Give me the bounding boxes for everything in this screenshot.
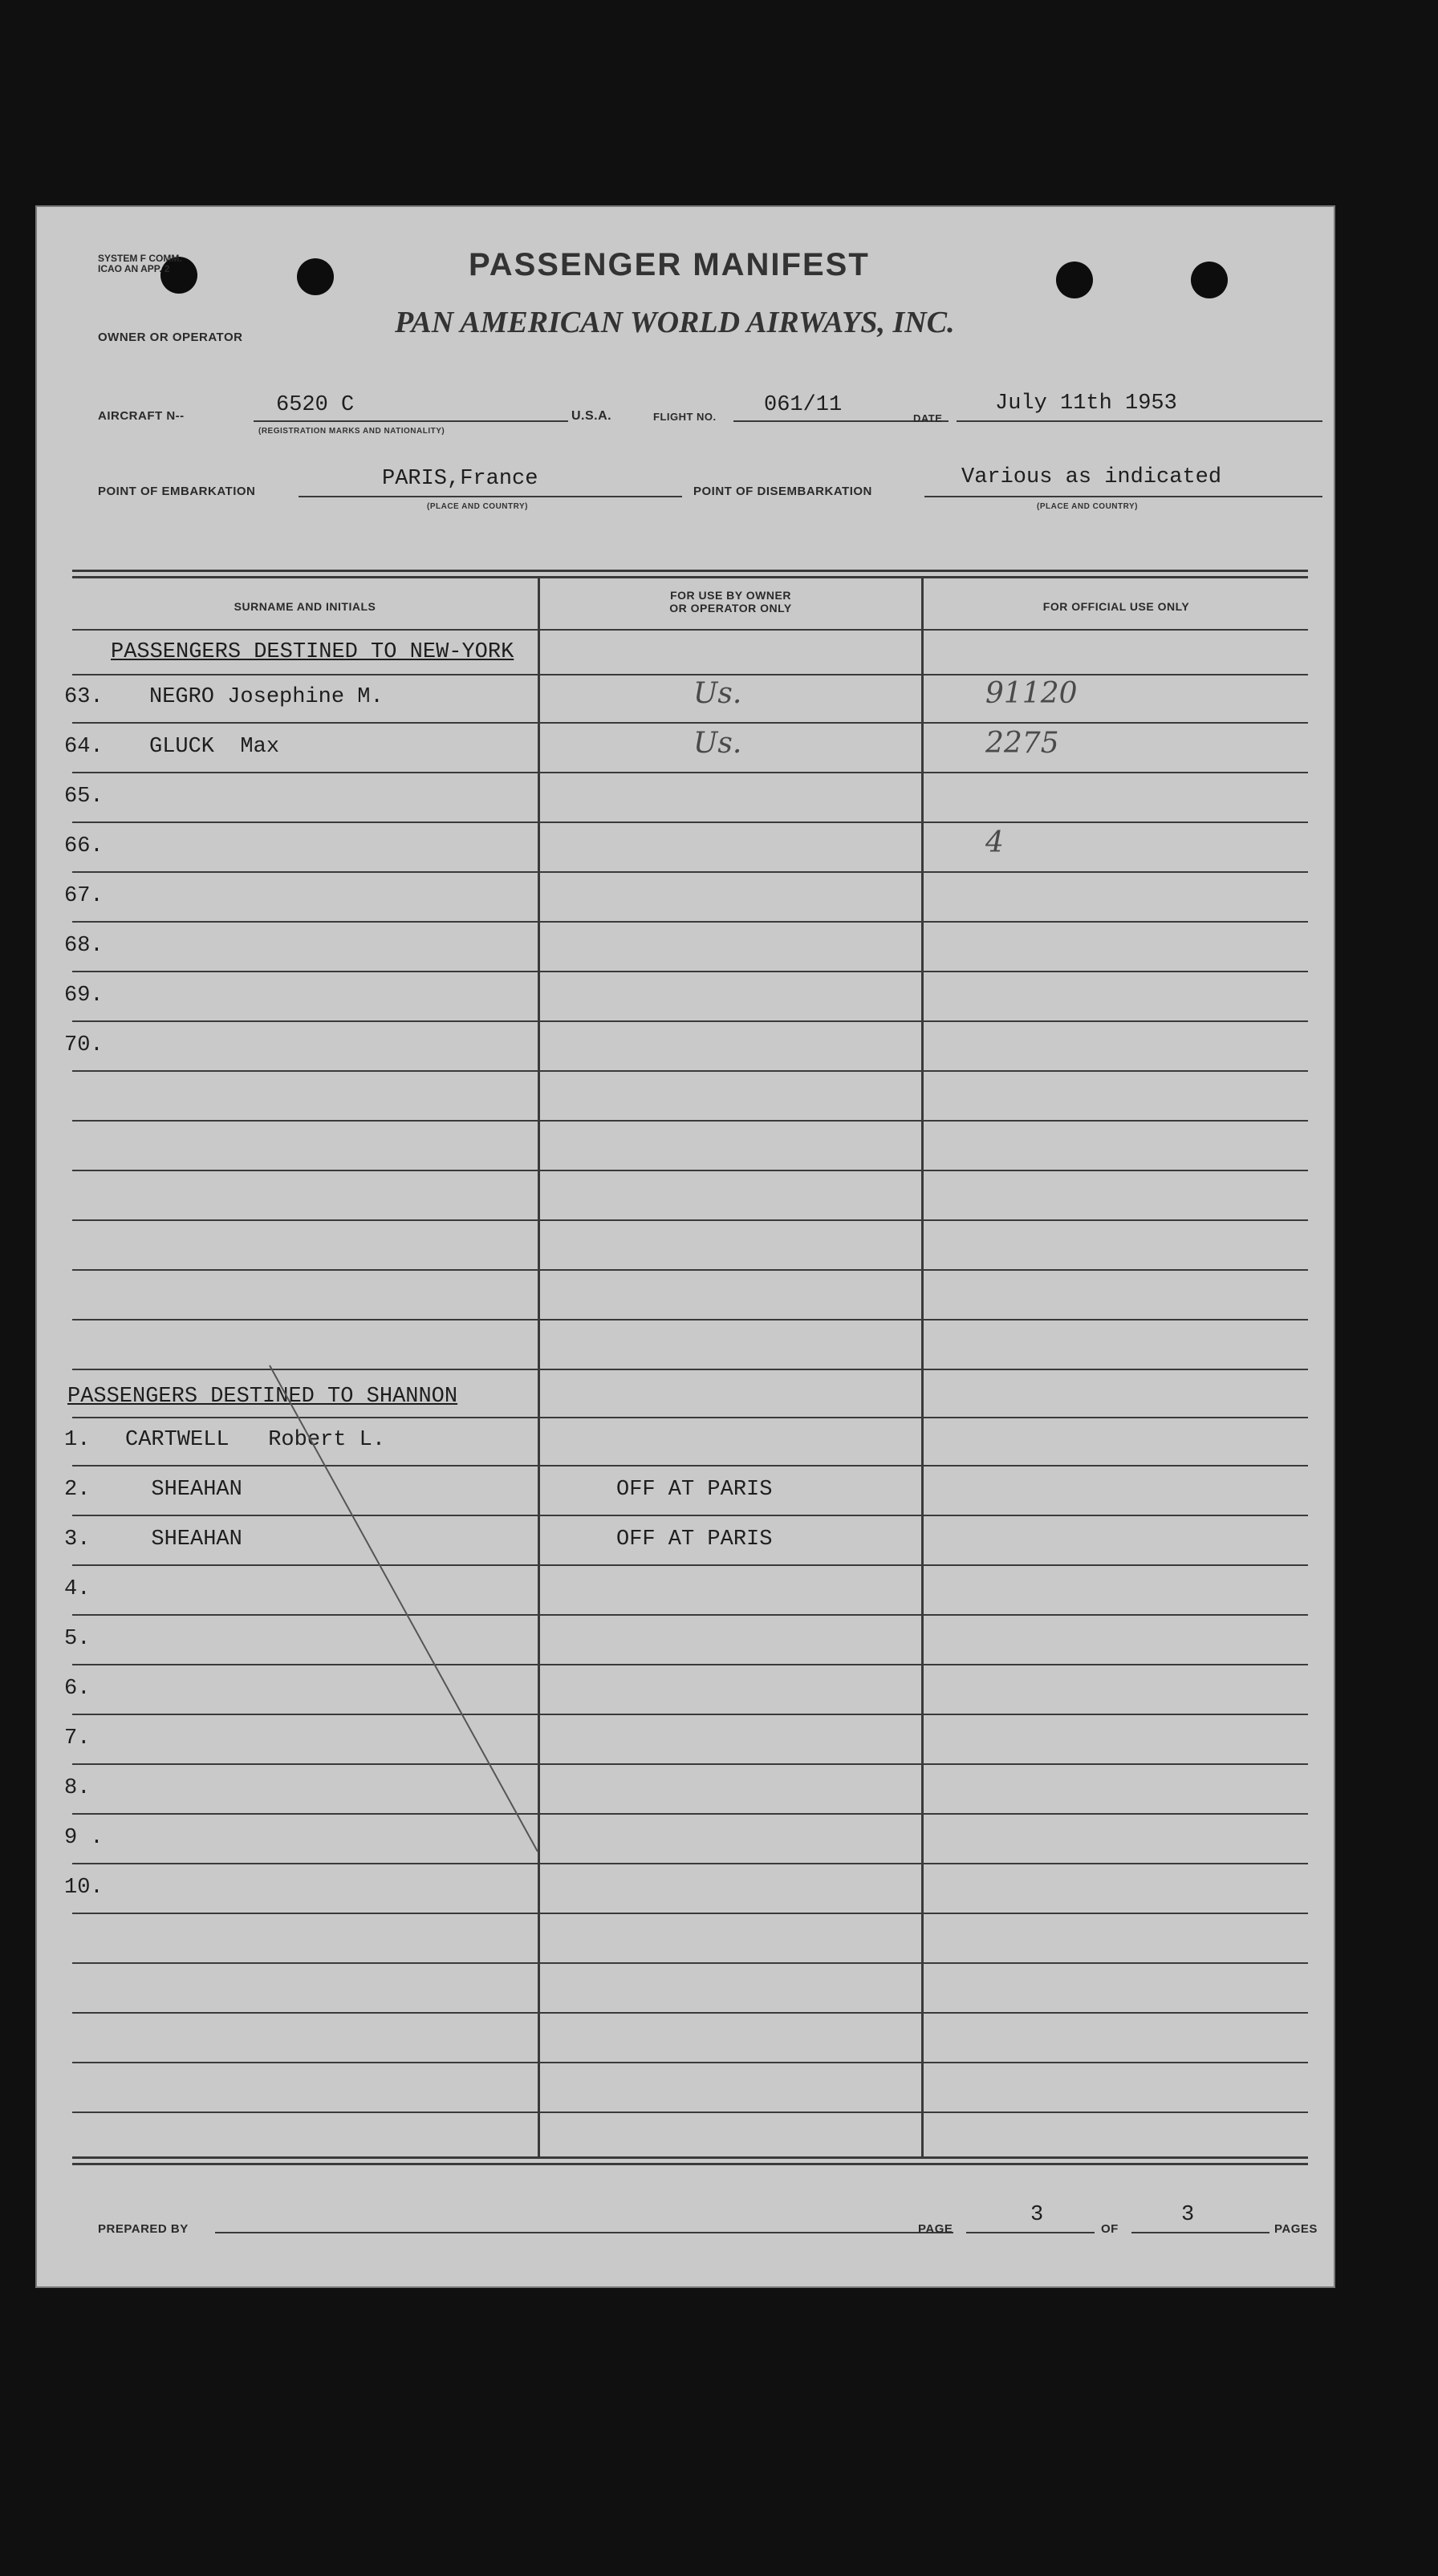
aircraft-value: 6520 C	[276, 393, 355, 417]
row-number: 70.	[64, 1033, 104, 1057]
row-number: 9 .	[64, 1826, 104, 1850]
row-number: 69.	[64, 984, 104, 1008]
flight-value: 061/11	[764, 393, 843, 417]
punch-hole	[297, 258, 334, 295]
row-number: 8.	[64, 1776, 91, 1800]
table-row	[35, 1815, 1335, 1864]
official-note: 91120	[985, 677, 1078, 710]
owner-use-note: OFF AT PARIS	[616, 1527, 773, 1552]
disembarkation-label: POINT OF DISEMBARKATION	[693, 485, 872, 498]
country-label: U.S.A.	[571, 409, 612, 423]
aircraft-sub: (REGISTRATION MARKS AND NATIONALITY)	[258, 427, 445, 436]
date-value: July 11th 1953	[995, 391, 1177, 416]
page-number: 3	[1030, 2203, 1044, 2227]
row-number: 2.	[64, 1478, 91, 1502]
blank-row-line	[72, 2012, 1308, 2014]
form-code-line: ICAO AN APP. 2	[98, 263, 170, 274]
row-number: 67.	[64, 884, 104, 908]
table-row	[35, 1417, 1335, 1466]
table-row	[35, 1765, 1335, 1815]
table-row	[35, 1516, 1335, 1566]
row-number: 10.	[64, 1876, 104, 1900]
table-row	[35, 1864, 1335, 1914]
row-number: 63.	[64, 685, 104, 709]
col-official: FOR OFFICIAL USE ONLY	[1042, 600, 1190, 613]
row-number: 66.	[64, 834, 104, 858]
flight-label: FLIGHT NO.	[653, 411, 717, 423]
passenger-name: CARTWELL Robert L.	[125, 1428, 386, 1452]
row-number: 6.	[64, 1677, 91, 1701]
manifest-sheet	[35, 205, 1335, 2288]
col-surname: SURNAME AND INITIALS	[234, 600, 376, 613]
row-number: 65.	[64, 785, 104, 809]
table-row	[35, 923, 1335, 972]
form-code	[98, 254, 182, 274]
airline-name: PAN AMERICAN WORLD AIRWAYS, INC.	[395, 306, 955, 339]
table-row	[35, 1566, 1335, 1616]
owner-use-note: Us.	[693, 727, 742, 760]
punch-hole	[1191, 262, 1228, 298]
passenger-name: SHEAHAN	[125, 1527, 242, 1552]
blank-row-line	[72, 1269, 1308, 1271]
punch-hole	[1056, 262, 1093, 298]
section-heading-shannon: PASSENGERS DESTINED TO SHANNON	[67, 1385, 458, 1409]
pages-label: PAGES	[1274, 2222, 1318, 2236]
blank-row-line	[72, 1962, 1308, 1964]
table-row	[35, 1715, 1335, 1765]
official-note: 2275	[985, 727, 1059, 760]
blank-row-line	[72, 1170, 1308, 1171]
table-row	[35, 873, 1335, 923]
disembarkation-value: Various as indicated	[961, 465, 1222, 489]
blank-row-line	[72, 1219, 1308, 1221]
row-number: 7.	[64, 1726, 91, 1750]
table-row	[35, 773, 1335, 823]
blank-row-line	[72, 1369, 1308, 1370]
col-owner-use-line: FOR USE BY OWNER	[670, 589, 791, 602]
blank-row-line	[72, 1120, 1308, 1122]
embarkation-value: PARIS,France	[382, 467, 538, 491]
page-title: PASSENGER MANIFEST	[469, 247, 870, 282]
prepared-by-label: PREPARED BY	[98, 2222, 189, 2236]
embarkation-label: POINT OF EMBARKATION	[98, 485, 256, 498]
passenger-name: GLUCK Max	[149, 735, 280, 759]
row-number: 4.	[64, 1577, 91, 1601]
passenger-name: SHEAHAN	[125, 1478, 242, 1502]
official-note: 4	[985, 826, 1004, 859]
form-code-line: SYSTEM F COMM.	[98, 253, 182, 264]
blank-row-line	[72, 1319, 1308, 1320]
page-total: 3	[1181, 2203, 1195, 2227]
row-number: 64.	[64, 735, 104, 759]
date-label: DATE	[913, 412, 943, 424]
table-row	[35, 674, 1335, 724]
embarkation-sub: (PLACE AND COUNTRY)	[427, 502, 528, 511]
blank-row-line	[72, 2112, 1308, 2113]
owner-use-note: OFF AT PARIS	[616, 1478, 773, 1502]
table-row	[35, 972, 1335, 1022]
col-owner-use-line: OR OPERATOR ONLY	[669, 602, 792, 615]
page-label: PAGE	[918, 2222, 953, 2236]
disembarkation-sub: (PLACE AND COUNTRY)	[1037, 502, 1138, 511]
section-heading-newyork: PASSENGERS DESTINED TO NEW-YORK	[111, 640, 514, 664]
passenger-name: NEGRO Josephine M.	[149, 685, 384, 709]
diagonal-pen-mark	[268, 1364, 557, 1861]
aircraft-label: AIRCRAFT N--	[98, 409, 185, 423]
table-row	[35, 724, 1335, 773]
row-number: 68.	[64, 934, 104, 958]
row-number: 5.	[64, 1627, 91, 1651]
table-row	[35, 1616, 1335, 1665]
owner-use-note: Us.	[693, 677, 742, 710]
of-label: OF	[1101, 2222, 1119, 2236]
table-row	[35, 1022, 1335, 1072]
owner-label: OWNER OR OPERATOR	[98, 331, 243, 344]
col-owner-use	[540, 589, 921, 615]
table-row	[35, 823, 1335, 873]
row-number: 3.	[64, 1527, 91, 1552]
table-row	[35, 1665, 1335, 1715]
row-number: 1.	[64, 1428, 91, 1452]
blank-row-line	[72, 2062, 1308, 2063]
table-row	[35, 1466, 1335, 1516]
